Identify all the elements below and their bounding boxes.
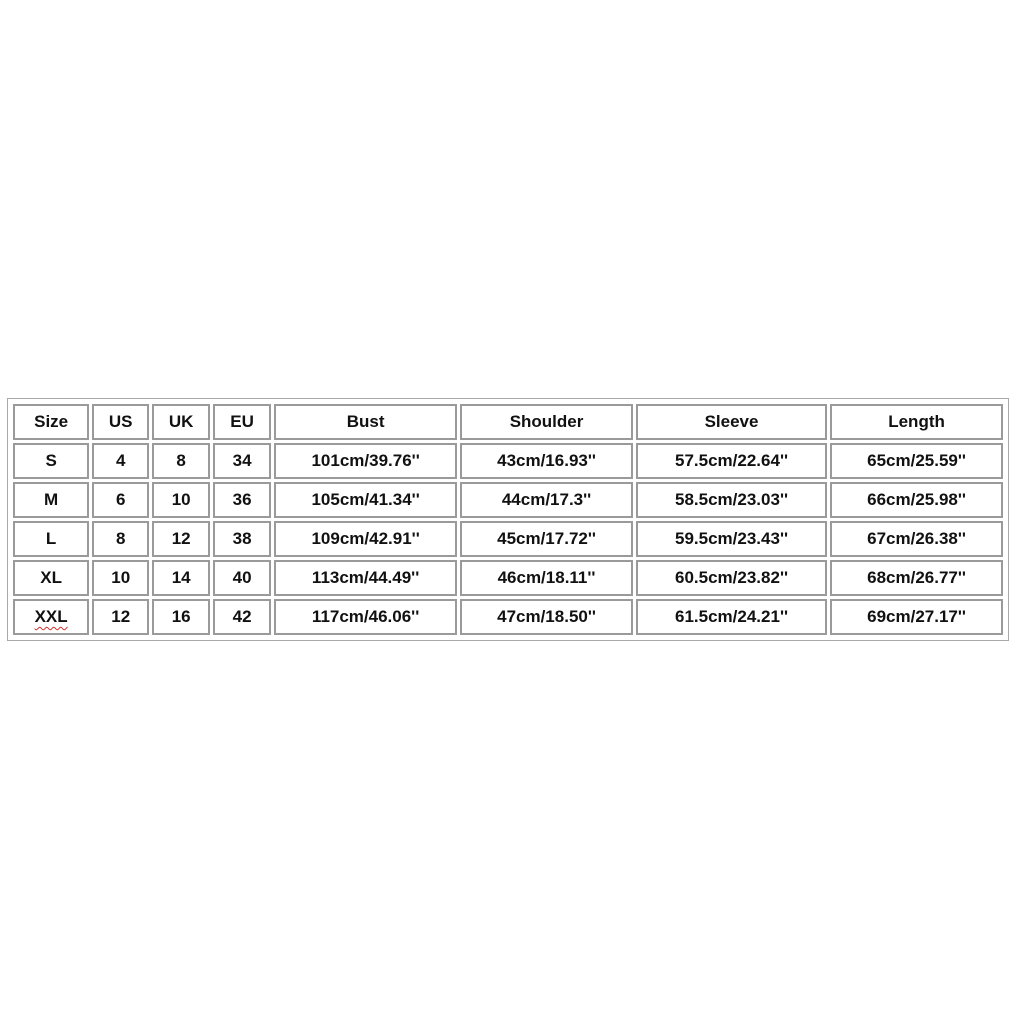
- header-us: US: [92, 404, 149, 440]
- cell-sleeve: 58.5cm/23.03'': [636, 482, 827, 518]
- cell-us: 12: [92, 599, 149, 635]
- cell-shoulder: 44cm/17.3'': [460, 482, 633, 518]
- cell-eu: 40: [213, 560, 271, 596]
- cell-eu: 42: [213, 599, 271, 635]
- cell-length: 69cm/27.17'': [830, 599, 1003, 635]
- header-eu: EU: [213, 404, 271, 440]
- header-shoulder: Shoulder: [460, 404, 633, 440]
- cell-length: 66cm/25.98'': [830, 482, 1003, 518]
- header-uk: UK: [152, 404, 210, 440]
- cell-uk: 12: [152, 521, 210, 557]
- table-row: [13, 443, 1003, 479]
- cell-size: M: [13, 482, 89, 518]
- cell-bust: 109cm/42.91'': [274, 521, 457, 557]
- table-row: [13, 482, 1003, 518]
- header-bust: Bust: [274, 404, 457, 440]
- cell-shoulder: 47cm/18.50'': [460, 599, 633, 635]
- cell-bust: 105cm/41.34'': [274, 482, 457, 518]
- cell-sleeve: 60.5cm/23.82'': [636, 560, 827, 596]
- table-row: [13, 560, 1003, 596]
- cell-us: 6: [92, 482, 149, 518]
- cell-eu: 36: [213, 482, 271, 518]
- cell-shoulder: 43cm/16.93'': [460, 443, 633, 479]
- cell-bust: 101cm/39.76'': [274, 443, 457, 479]
- cell-length: 67cm/26.38'': [830, 521, 1003, 557]
- cell-size: L: [13, 521, 89, 557]
- cell-uk: 16: [152, 599, 210, 635]
- cell-uk: 14: [152, 560, 210, 596]
- cell-size: S: [13, 443, 89, 479]
- cell-bust: 117cm/46.06'': [274, 599, 457, 635]
- cell-length: 65cm/25.59'': [830, 443, 1003, 479]
- cell-length: 68cm/26.77'': [830, 560, 1003, 596]
- cell-sleeve: 57.5cm/22.64'': [636, 443, 827, 479]
- cell-sleeve: 59.5cm/23.43'': [636, 521, 827, 557]
- size-chart-table: [10, 401, 1006, 638]
- header-sleeve: Sleeve: [636, 404, 827, 440]
- cell-us: 8: [92, 521, 149, 557]
- size-chart-container: [7, 398, 1009, 641]
- cell-uk: 10: [152, 482, 210, 518]
- cell-size: [13, 599, 89, 635]
- spellcheck-underlined-text: XXL: [34, 607, 68, 626]
- cell-eu: 34: [213, 443, 271, 479]
- header-length: Length: [830, 404, 1003, 440]
- table-row: [13, 599, 1003, 635]
- cell-shoulder: 45cm/17.72'': [460, 521, 633, 557]
- cell-bust: 113cm/44.49'': [274, 560, 457, 596]
- cell-size: XL: [13, 560, 89, 596]
- cell-shoulder: 46cm/18.11'': [460, 560, 633, 596]
- header-row: [13, 404, 1003, 440]
- table-row: [13, 521, 1003, 557]
- cell-sleeve: 61.5cm/24.21'': [636, 599, 827, 635]
- cell-uk: 8: [152, 443, 210, 479]
- header-size: Size: [13, 404, 89, 440]
- cell-eu: 38: [213, 521, 271, 557]
- cell-us: 4: [92, 443, 149, 479]
- cell-us: 10: [92, 560, 149, 596]
